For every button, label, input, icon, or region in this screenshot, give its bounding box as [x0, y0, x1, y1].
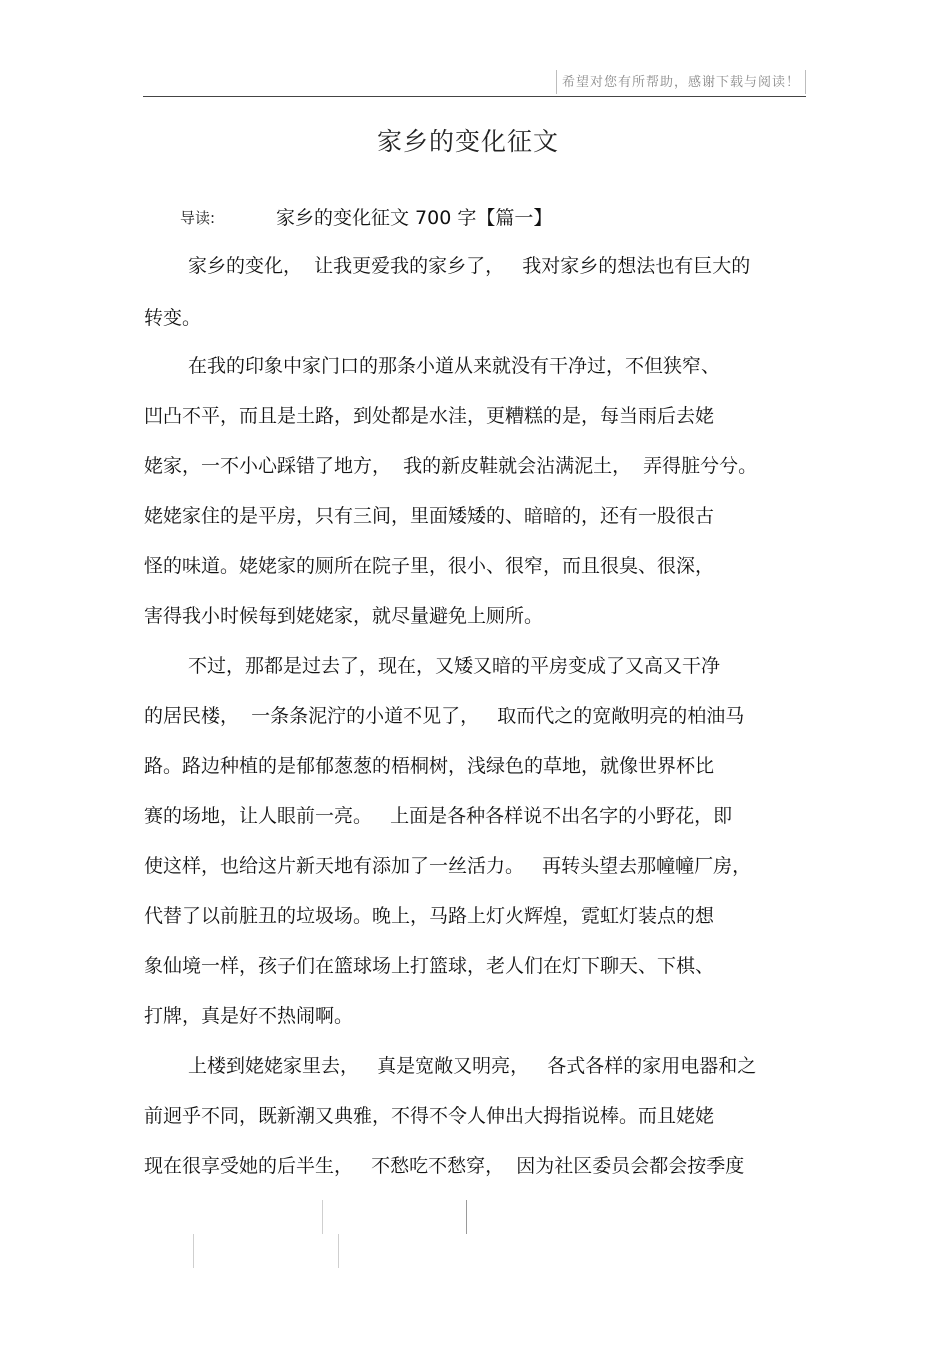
body-line: 凹凸不平，而且是土路，到处都是水洼，更糟糕的是，每当雨后去姥 [144, 405, 715, 427]
scan-mark [466, 1200, 467, 1234]
document-title: 家乡的变化征文 [376, 127, 559, 156]
body-line: 害得我小时候每到姥姥家，就尽量避免上厕所。 [144, 605, 544, 627]
body-line: 使这样，也给这片新天地有添加了一丝活力。 再转头望去那幢幢厂房， [144, 855, 752, 877]
header-note: 希望对您有所帮助，感谢下载与阅读！ [556, 70, 806, 94]
body-line: 象仙境一样，孩子们在篮球场上打篮球，老人们在灯下聊天、下棋、 [144, 955, 715, 977]
scan-mark [322, 1200, 323, 1234]
body-line: 姥姥家住的是平房，只有三间，里面矮矮的、暗暗的，还有一股很古 [144, 505, 715, 527]
body-line: 姥家，一不小心踩错了地方， 我的新皮鞋就会沾满泥土， 弄得脏兮兮。 [144, 455, 758, 477]
body-line: 现在很享受她的后半生， 不愁吃不愁穿， 因为社区委员会都会按季度 [144, 1155, 745, 1177]
lead-label: 导读: [180, 209, 216, 227]
body-line: 在我的印象中家门口的那条小道从来就没有干净过，不但狭窄、 [188, 355, 721, 377]
body-line: 赛的场地，让人眼前一亮。 上面是各种各样说不出名字的小野花，即 [144, 805, 733, 827]
body-line: 打牌，真是好不热闹啊。 [144, 1005, 354, 1027]
scan-mark [193, 1234, 194, 1268]
body-line: 不过，那都是过去了，现在，又矮又暗的平房变成了又高又干净 [188, 655, 721, 677]
body-line: 怪的味道。姥姥家的厕所在院子里，很小、很窄，而且很臭、很深， [144, 555, 715, 577]
body-line: 上楼到姥姥家里去， 真是宽敞又明亮， 各式各样的家用电器和之 [188, 1055, 757, 1077]
body-line: 路。路边种植的是郁郁葱葱的梧桐树，浅绿色的草地，就像世界杯比 [144, 755, 715, 777]
lead-heading: 家乡的变化征文 700 字【篇一】 [276, 207, 553, 229]
body-line: 转变。 [144, 307, 202, 329]
scan-mark [338, 1234, 339, 1268]
header-divider [143, 96, 806, 97]
body-line: 的居民楼， 一条条泥泞的小道不见了， 取而代之的宽敞明亮的柏油马 [144, 705, 745, 727]
body-line: 家乡的变化， 让我更爱我的家乡了， 我对家乡的想法也有巨大的 [188, 255, 751, 277]
body-line: 前迥乎不同，既新潮又典雅，不得不令人伸出大拇指说棒。而且姥姥 [144, 1105, 715, 1127]
body-line: 代替了以前脏丑的垃圾场。晚上，马路上灯火辉煌，霓虹灯装点的想 [144, 905, 715, 927]
